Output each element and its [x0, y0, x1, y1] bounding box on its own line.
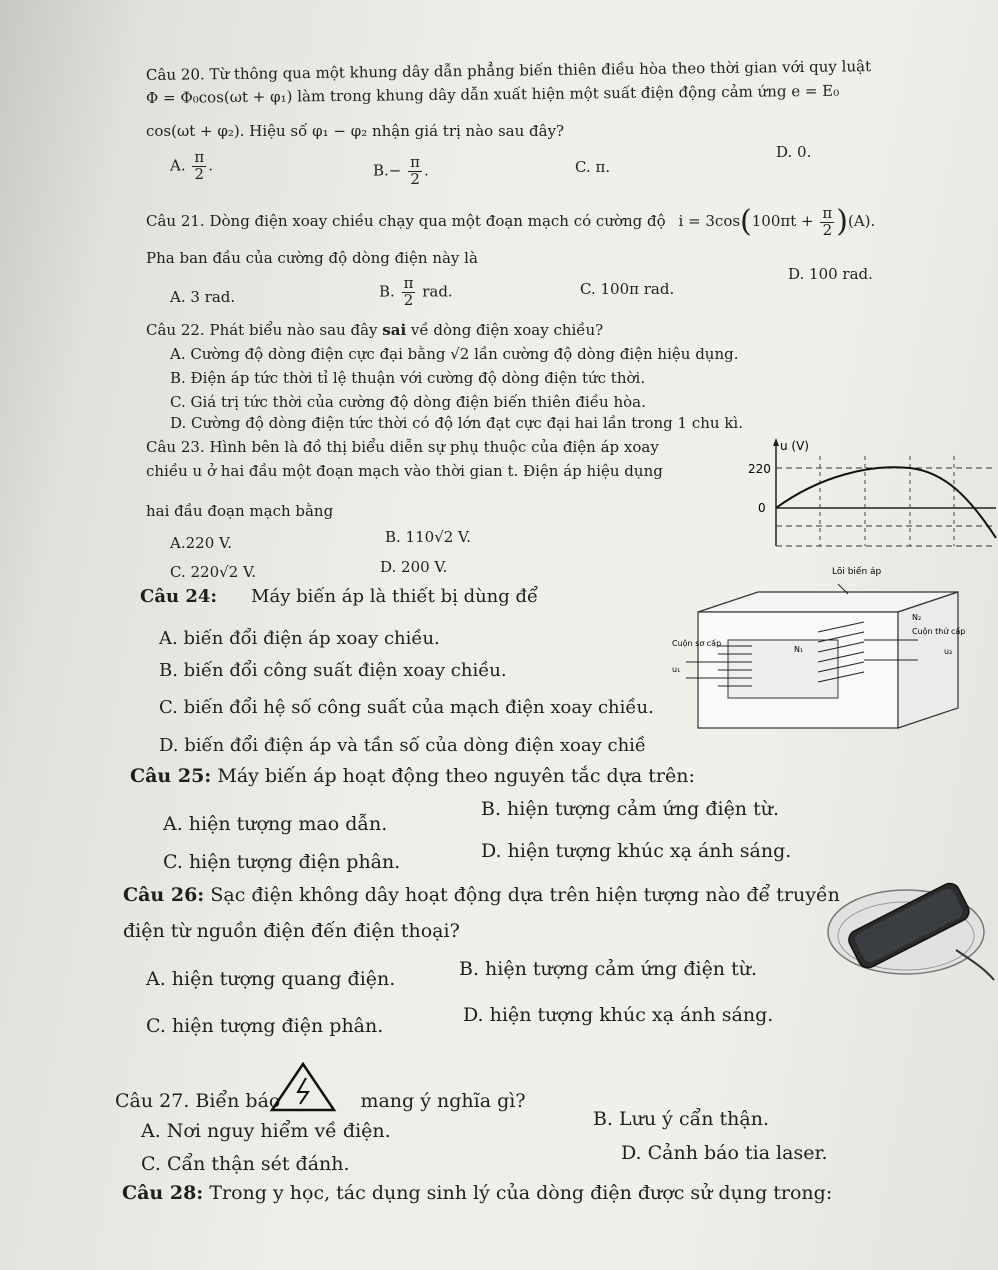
q20-option-d[interactable]: D. 0.: [776, 143, 812, 161]
u1-label: u₁: [672, 665, 681, 674]
q20-stem-line1: Câu 20. Từ thông qua một khung dây dẫn phẳng biến thiên điều hòa theo thời gian với quy luật: [145, 57, 872, 84]
n1-label: N₁: [794, 645, 804, 654]
q23-stem-line1: Câu 23. Hình bên là đồ thị biểu diễn sự phụ thuộc của điện áp xoay: [146, 438, 659, 456]
q21-stem-line2: Pha ban đầu của cường độ dòng điện này là: [146, 249, 478, 267]
q26-option-a[interactable]: A. hiện tượng quang điện.: [146, 968, 396, 990]
q26-option-d[interactable]: D. hiện tượng khúc xạ ánh sáng.: [463, 1004, 774, 1026]
q28-stem: [122, 1182, 832, 1205]
graph-y-label: u (V): [780, 439, 809, 453]
q21-formula-fraction: [820, 203, 834, 239]
q21-stem-text: Câu 21. Dòng điện xoay chiều chạy qua một đoạn mạch có cường độ: [146, 212, 666, 230]
wireless-charger-image: [826, 870, 994, 982]
q21-formula-inner: 100πt +: [751, 212, 814, 230]
q20-option-a[interactable]: [170, 150, 213, 183]
q20-a-num: π: [194, 148, 205, 166]
q22-stem-post: về dòng điện xoay chiều?: [406, 321, 604, 339]
q20-a-tail: .: [208, 156, 214, 175]
q21-option-d[interactable]: D. 100 rad.: [788, 265, 873, 283]
q20-stem-line3: cos(ωt + φ₂). Hiệu số φ₁ − φ₂ nhận giá trị nào sau đây?: [146, 122, 565, 140]
q23-stem-line3: hai đầu đoạn mạch bằng: [146, 502, 334, 520]
graph-max-label: 220: [748, 462, 771, 476]
q23-option-c[interactable]: C. 220√2 V.: [170, 563, 256, 581]
q25-option-c[interactable]: C. hiện tượng điện phân.: [163, 851, 401, 873]
q23-option-b[interactable]: B. 110√2 V.: [385, 528, 472, 546]
q25-stem: [130, 765, 695, 788]
q25-stem-label: Câu 25:: [130, 765, 212, 787]
q22-option-a[interactable]: A. Cường độ dòng điện cực đại bằng √2 lần cường độ dòng điện hiệu dụng.: [170, 345, 739, 363]
q21-b-tail: rad.: [422, 282, 453, 301]
lightning-bolt-icon: [298, 1078, 308, 1104]
q21-formula-post: (A).: [847, 212, 876, 230]
q21-b-fraction: [402, 276, 416, 309]
q20-a-den: 2: [194, 164, 205, 183]
voltage-graph: [720, 436, 996, 552]
hazard-triangle: [272, 1064, 334, 1110]
q27-stem-pre: Câu 27. Biển báo: [115, 1090, 281, 1112]
n2-label: N₂: [912, 613, 922, 622]
q23-stem-line2: chiều u ở hai đầu một đoạn mạch vào thời gian t. Điện áp hiệu dụng: [146, 462, 663, 480]
q21-formula: [678, 203, 876, 239]
q21-formula-den: 2: [822, 220, 833, 239]
q21-option-a[interactable]: A. 3 rad.: [170, 288, 236, 306]
graph-zero-label: 0: [758, 501, 766, 515]
q21-paren-open: (: [740, 204, 752, 239]
q21-option-b[interactable]: [379, 276, 453, 309]
q20-b-num: π: [410, 153, 421, 171]
q27-option-d[interactable]: D. Cảnh báo tia laser.: [621, 1142, 828, 1164]
q20-b-sign: −: [388, 161, 402, 180]
q21-formula-num: π: [822, 203, 833, 222]
q21-b-den: 2: [403, 290, 414, 309]
q22-stem: [146, 321, 603, 339]
q24-stem-label: Câu 24:: [140, 586, 218, 607]
q26-option-b[interactable]: B. hiện tượng cảm ứng điện từ.: [459, 958, 757, 980]
core-window: [728, 640, 838, 698]
q20-b-tail: .: [424, 161, 429, 180]
voltage-curve: [776, 467, 996, 538]
q20-stem-line2: Φ = Φ₀cos(ωt + φ₁) làm trong khung dây dẫn xuất hiện một suất điện động cảm ứng e = E₀: [145, 81, 840, 107]
q20-a-label: A.: [170, 156, 186, 175]
q28-stem-label: Câu 28:: [122, 1182, 204, 1204]
charger-cable: [956, 950, 994, 980]
q21-b-label: B.: [379, 282, 395, 301]
q20-b-fraction: [408, 155, 422, 188]
q26-stem-line2: điện từ nguồn điện đến điện thoại?: [123, 920, 460, 942]
q24-option-b[interactable]: B. biến đổi công suất điện xoay chiều.: [159, 660, 507, 681]
primary-coil-label: Cuộn sơ cấp: [672, 639, 722, 648]
q22-stem-bold: sai: [382, 321, 407, 339]
q20-a-fraction: [192, 150, 206, 183]
core-label: Lõi biến áp: [832, 567, 882, 577]
secondary-coil-label: Cuộn thứ cấp: [912, 627, 966, 636]
q26-option-c[interactable]: C. hiện tượng điện phân.: [146, 1015, 384, 1037]
q21-paren-close: ): [836, 204, 848, 239]
q27-option-b[interactable]: B. Lưu ý cẩn thận.: [593, 1108, 769, 1130]
q25-option-a[interactable]: A. hiện tượng mao dẫn.: [163, 813, 388, 835]
q24-stem-text: Máy biến áp là thiết bị dùng để: [251, 586, 539, 607]
q26-stem-line1: [123, 884, 840, 907]
q22-option-d[interactable]: D. Cường độ dòng điện tức thời có độ lớn đạt cực đại hai lần trong 1 chu kì.: [170, 414, 743, 432]
q20-option-b[interactable]: [373, 155, 429, 188]
q22-option-c[interactable]: C. Giá trị tức thời của cường độ dòng điện biến thiên điều hòa.: [170, 393, 646, 411]
q21-stem: [146, 204, 875, 240]
q26-stem-label: Câu 26:: [123, 884, 205, 906]
q25-option-b[interactable]: B. hiện tượng cảm ứng điện từ.: [481, 798, 779, 820]
q24-stem: [140, 586, 538, 608]
q21-option-c[interactable]: C. 100π rad.: [580, 280, 675, 298]
q27-stem-post: mang ý nghĩa gì?: [360, 1090, 526, 1112]
q24-option-d[interactable]: D. biến đổi điện áp và tần số của dòng điện xoay chiề: [159, 735, 646, 756]
q22-option-b[interactable]: B. Điện áp tức thời tỉ lệ thuận với cường độ dòng điện tức thời.: [170, 369, 646, 387]
q21-b-num: π: [403, 274, 414, 292]
q20-option-c[interactable]: C. π.: [575, 158, 611, 176]
graph-y-arrow: [773, 438, 779, 446]
q22-stem-pre: Câu 22. Phát biểu nào sau đây: [146, 321, 383, 339]
q21-formula-pre: i = 3cos: [678, 212, 741, 230]
q23-option-d[interactable]: D. 200 V.: [380, 558, 448, 576]
transformer-diagram: [668, 562, 968, 734]
q24-option-c[interactable]: C. biến đổi hệ số công suất của mạch điện xoay chiều.: [159, 697, 654, 718]
q20-b-den: 2: [410, 169, 420, 188]
u2-label: u₂: [944, 647, 953, 656]
q27-option-c[interactable]: C. Cẩn thận sét đánh.: [141, 1153, 350, 1175]
q20-b-label: B.: [373, 161, 389, 180]
q23-option-a[interactable]: A.220 V.: [170, 534, 232, 552]
q28-stem-text: Trong y học, tác dụng sinh lý của dòng điện được sử dụng trong:: [203, 1182, 833, 1204]
q25-stem-text: Máy biến áp hoạt động theo nguyên tắc dựa trên:: [211, 765, 695, 787]
q25-option-d[interactable]: D. hiện tượng khúc xạ ánh sáng.: [481, 840, 792, 862]
q24-option-a[interactable]: A. biến đổi điện áp xoay chiều.: [159, 628, 440, 649]
electrical-hazard-sign: [270, 1062, 336, 1112]
q27-option-a[interactable]: A. Nơi nguy hiểm về điện.: [141, 1120, 391, 1142]
q26-stem-text: Sạc điện không dây hoạt động dựa trên hiện tượng nào để truyền: [204, 884, 840, 906]
